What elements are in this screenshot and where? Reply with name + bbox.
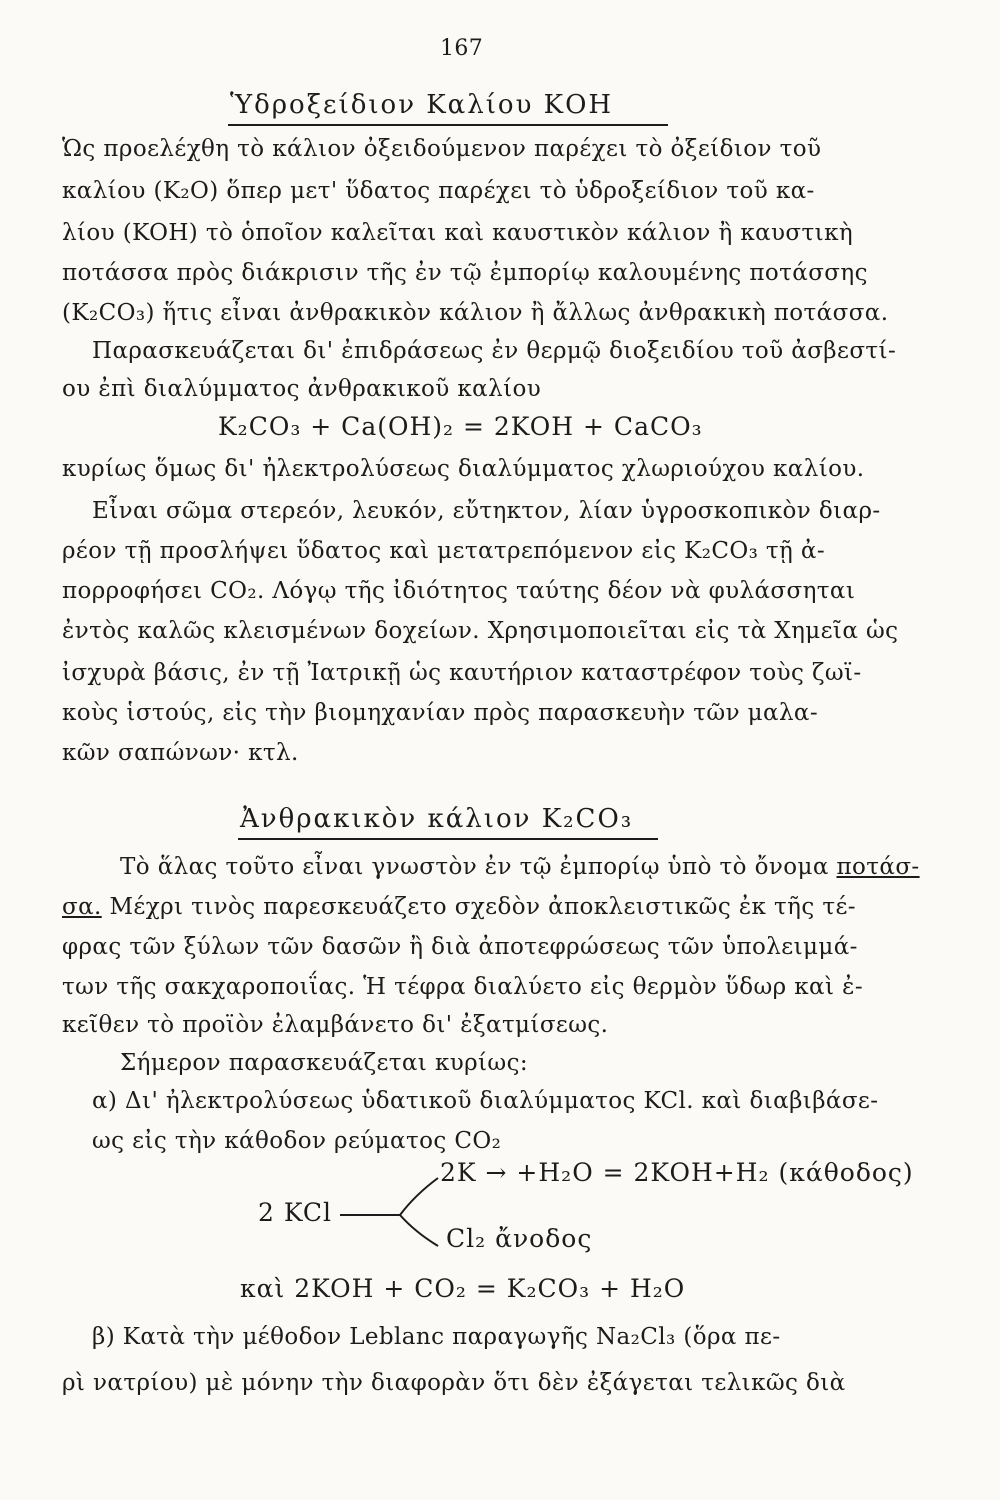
text-line: κοὺς ἱστούς, εἰς τὴν βιομηχανίαν πρὸς παρασκευὴν τῶν μαλα- bbox=[62, 700, 819, 726]
equation-koh-preparation: K₂CO₃ + Ca(OH)₂ = 2KOH + CaCO₃ bbox=[218, 412, 703, 441]
text-line: των τῆς σακχαροποιΐας. Ἡ τέφρα διαλύετο εἰς θερμὸν ὕδωρ καὶ ἐ- bbox=[62, 974, 864, 1000]
reaction-branch-lines bbox=[340, 1160, 440, 1250]
title-underline bbox=[238, 838, 658, 840]
text-line: ἰσχυρὰ βάσις, ἐν τῇ Ἰατρικῇ ὡς καυτήριον καταστρέφον τοὺς ζωϊ- bbox=[62, 660, 862, 686]
reactant-kcl: 2 KCl bbox=[258, 1198, 332, 1227]
text-line: φρας τῶν ξύλων τῶν δασῶν ἢ διὰ ἀποτεφρώσεως τῶν ὑπολειμμά- bbox=[62, 934, 858, 960]
page-number: 167 bbox=[440, 36, 484, 61]
text-line: ρὶ νατρίου) μὲ μόνην τὴν διαφορὰν ὅτι δὲν ἐξάγεται τελικῶς διὰ bbox=[62, 1370, 846, 1396]
underlined-term: ποτάσ- bbox=[836, 854, 920, 880]
text-line: Παρασκευάζεται δι' ἐπιδράσεως ἐν θερμῷ διοξειδίου τοῦ ἀσβεστί- bbox=[92, 338, 897, 364]
title-underline bbox=[228, 124, 668, 126]
anode-product: Cl₂ ἄνοδος bbox=[446, 1224, 593, 1253]
text-line: ως εἰς τὴν κάθοδον ρεύματος CO₂ bbox=[92, 1128, 502, 1154]
text-line bbox=[120, 856, 920, 879]
text-line: Εἶναι σῶμα στερεόν, λευκόν, εὔτηκτον, λίαν ὑγροσκοπικὸν διαρ- bbox=[92, 498, 881, 524]
text-line: Ὡς προελέχθη τὸ κάλιον ὀξειδούμενον παρέχει τὸ ὀξείδιον τοῦ bbox=[62, 136, 822, 162]
text-segment: Τὸ ἅλας τοῦτο εἶναι γνωστὸν ἐν τῷ ἐμπορίῳ ὑπὸ τὸ ὄνομα bbox=[120, 854, 829, 880]
text-line: α) Δι' ἠλεκτρολύσεως ὑδατικοῦ διαλύμματος KCl. καὶ διαβιβάσε- bbox=[92, 1088, 879, 1114]
section-title-koh: Ὑδροξείδιον Καλίου ΚΟΗ bbox=[230, 90, 614, 120]
text-line: λίου (KOH) τὸ ὁποῖον καλεῖται καὶ καυστικὸν κάλιον ἢ καυστικὴ bbox=[62, 220, 854, 246]
text-line: β) Κατὰ τὴν μέθοδον Leblanc παραγωγῆς Na₂Cl₃ (ὅρα πε- bbox=[92, 1324, 781, 1350]
text-line: πορροφήσει CO₂. Λόγῳ τῆς ἰδιότητος ταύτης δέον νὰ φυλάσσηται bbox=[62, 578, 856, 604]
text-segment: Μέχρι τινὸς παρεσκευάζετο σχεδὸν ἀποκλειστικῶς ἐκ τῆς τέ- bbox=[101, 894, 856, 920]
text-line: καλίου (K₂O) ὅπερ μετ' ὕδατος παρέχει τὸ ὑδροξείδιον τοῦ κα- bbox=[62, 178, 815, 204]
text-line: ποτάσσα πρὸς διάκρισιν τῆς ἐν τῷ ἐμπορίῳ καλουμένης ποτάσσης bbox=[62, 260, 868, 286]
underlined-term: σα. bbox=[62, 894, 102, 920]
text-line: ἐντὸς καλῶς κλεισμένων δοχείων. Χρησιμοποιεῖται εἰς τὰ Χημεῖα ὡς bbox=[62, 618, 899, 644]
text-line: (K₂CO₃) ἥτις εἶναι ἀνθρακικὸν κάλιον ἢ ἄλλως ἀνθρακικὴ ποτάσσα. bbox=[62, 300, 889, 326]
cathode-reaction: 2K → +H₂O = 2KOH+H₂ (κάθοδος) bbox=[440, 1158, 914, 1187]
text-line: κῶν σαπώνων· κτλ. bbox=[62, 740, 299, 766]
text-line: ου ἐπὶ διαλύμματος ἀνθρακικοῦ καλίου bbox=[62, 376, 542, 402]
section-title-k2co3: Ἀνθρακικὸν κάλιον K₂CO₃ bbox=[240, 804, 634, 834]
text-line bbox=[62, 896, 856, 919]
text-line: ρέον τῇ προσλήψει ὕδατος καὶ μετατρεπόμενον εἰς K₂CO₃ τῇ ἀ- bbox=[62, 538, 826, 564]
text-line: Σήμερον παρασκευάζεται κυρίως: bbox=[120, 1050, 529, 1076]
equation-k2co3: καὶ 2KOH + CO₂ = K₂CO₃ + H₂O bbox=[240, 1274, 686, 1303]
text-line: κεῖθεν τὸ προϊὸν ἐλαμβάνετο δι' ἐξατμίσεως. bbox=[62, 1012, 609, 1038]
text-line: κυρίως ὅμως δι' ἠλεκτρολύσεως διαλύμματος χλωριούχου καλίου. bbox=[62, 456, 865, 482]
